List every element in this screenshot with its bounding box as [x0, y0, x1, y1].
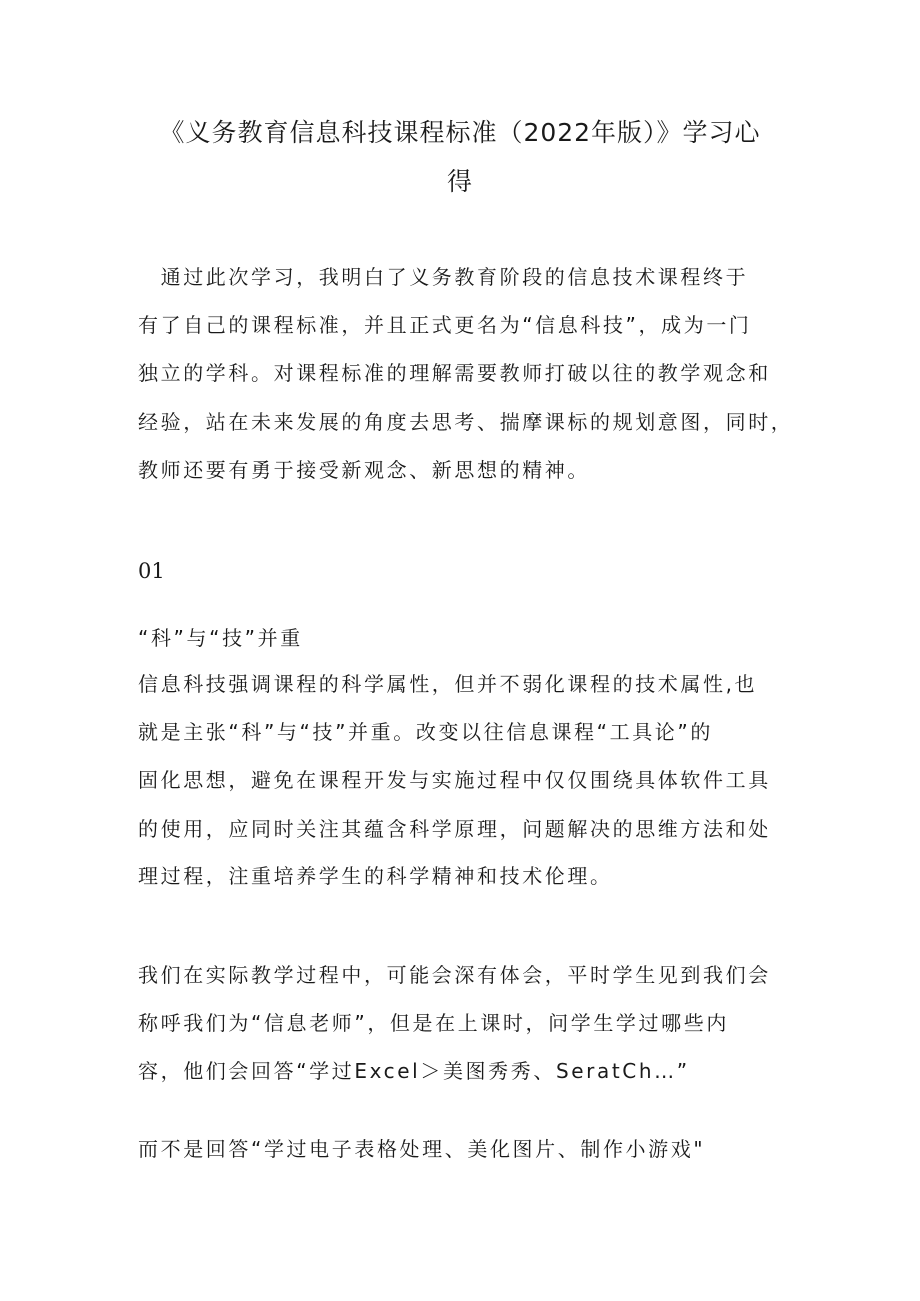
title-line-2: 得 — [446, 167, 473, 196]
para1-line-3: 固化思想，避免在课程开发与实施过程中仅仅围绕具体软件工具 — [138, 768, 771, 792]
intro-line-1: 通过此次学习，我明白了义务教育阶段的信息技术课程终于 — [138, 265, 749, 289]
para2-line-1: 我们在实际教学过程中，可能会深有体会，平时学生见到我们会 — [138, 963, 771, 987]
intro-line-4: 经验，站在未来发展的角度去思考、揣摩课标的规划意图，同时， — [138, 410, 794, 434]
para2-line-2: 称呼我们为“信息老师”，但是在上课时，问学生学过哪些内 — [138, 1011, 729, 1035]
intro-line-3: 独立的学科。对课程标准的理解需要教师打破以往的教学观念和 — [138, 361, 771, 385]
para1-line-2: 就是主张“科”与“技”并重。改变以往信息课程“工具论”的 — [138, 720, 713, 744]
para1-line-4: 的使用，应同时关注其蕴含科学原理，问题解决的思维方法和处 — [138, 817, 771, 841]
intro-line-2: 有了自己的课程标准，并且正式更名为“信息科技”，成为一门 — [138, 313, 752, 337]
para2-line-3: 容，他们会回答“学过Excel＞美图秀秀、SeratCh…” — [138, 1059, 690, 1083]
intro-line-5: 教师还要有勇于接受新观念、新思想的精神。 — [138, 458, 590, 482]
section-heading: “科”与“技”并重 — [138, 626, 303, 650]
title-line-1: 《义务教育信息科技课程标准（2022年版）》学习心 — [159, 118, 761, 147]
para3-line-1: 而不是回答“学过电子表格处理、美化图片、制作小游戏" — [138, 1137, 706, 1161]
document-title — [120, 108, 800, 206]
para1-line-5: 理过程，注重培养学生的科学精神和技术伦理。 — [138, 864, 613, 888]
section-number: 01 — [138, 559, 165, 583]
para1-line-1: 信息科技强调课程的科学属性，但并不弱化课程的技术属性,也 — [138, 672, 758, 696]
